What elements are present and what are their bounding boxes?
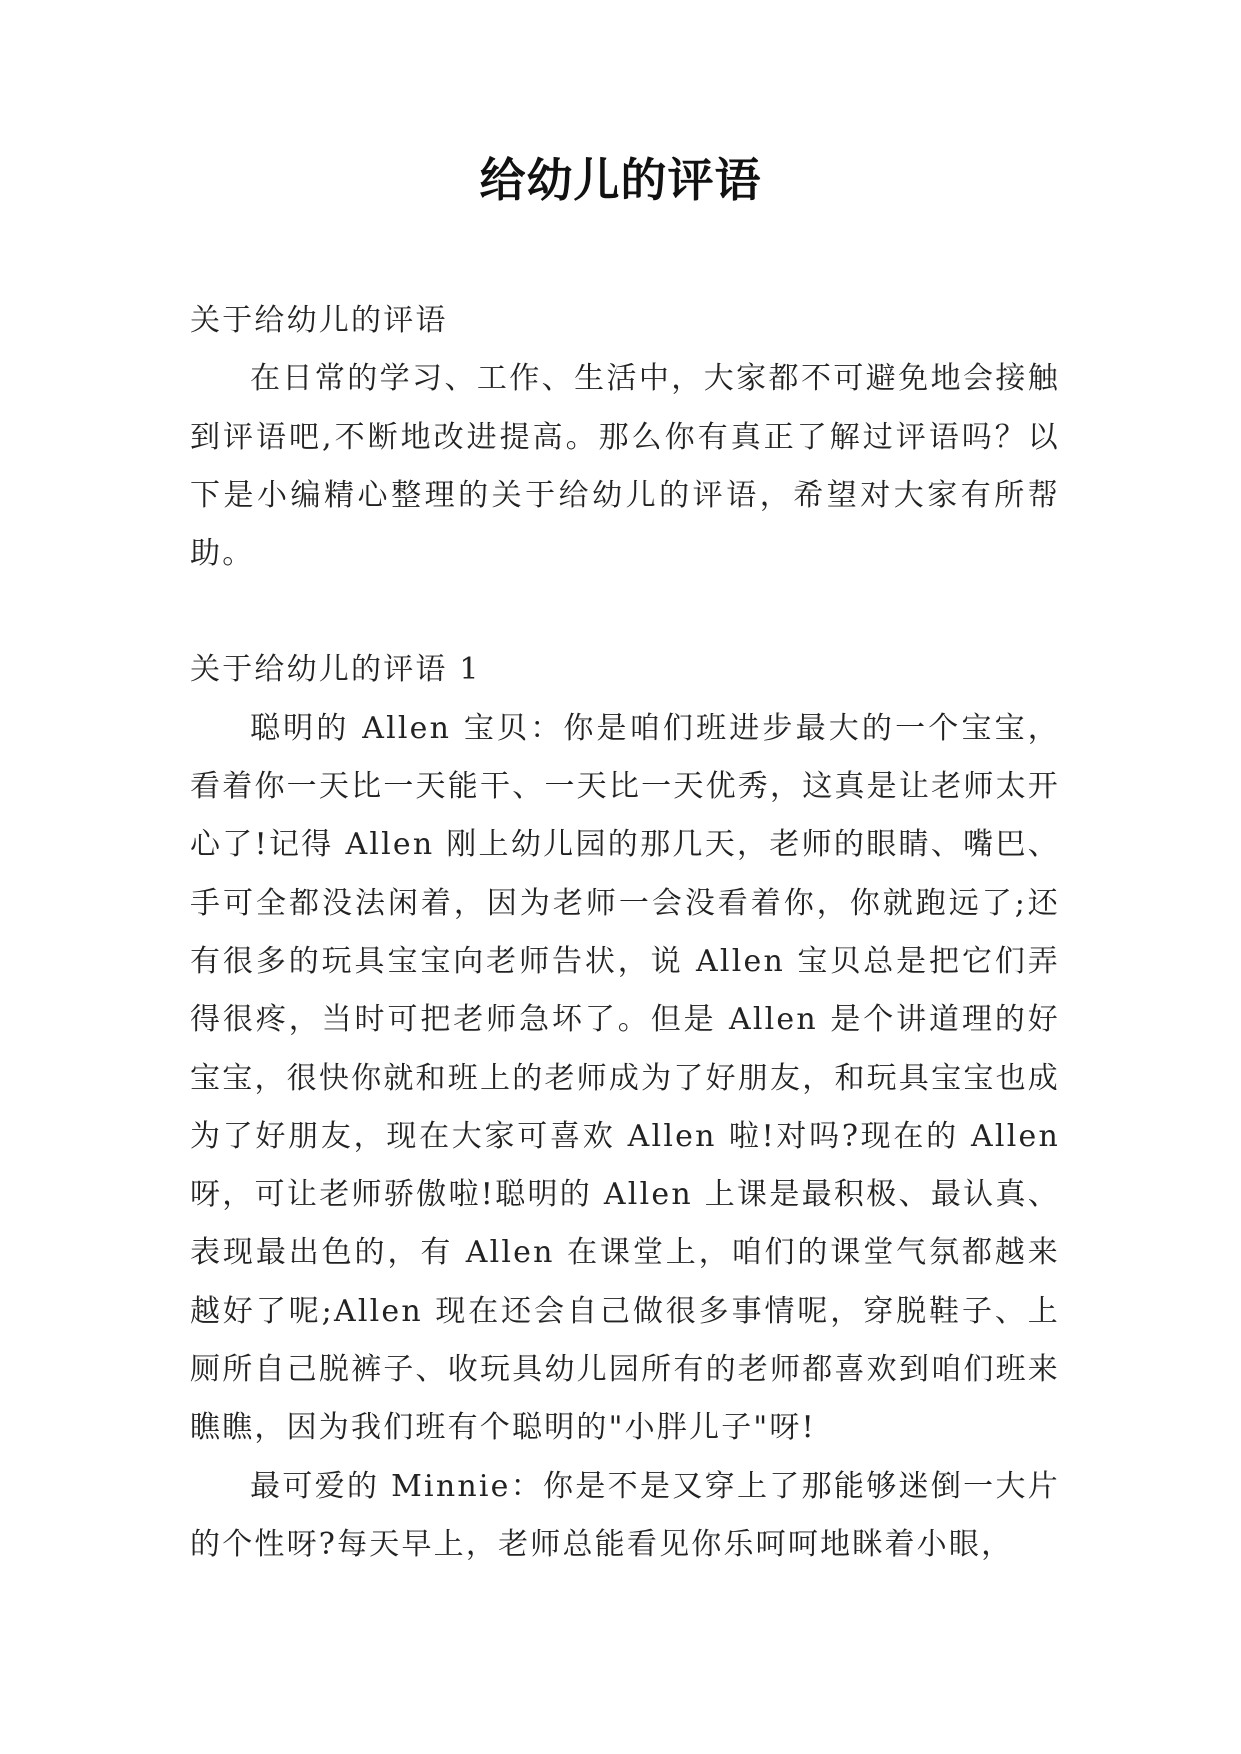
section-spacer: [190, 583, 1060, 641]
intro-heading: 关于给幼儿的评语: [190, 303, 448, 338]
section1-paragraph-allen: 聪明的 Allen 宝贝：你是咱们班进步最大的一个宝宝，看着你一天比一天能干、一天比一天优秀，这真是让老师太开心了!记得 Allen 刚上幼儿园的那几天，老师的眼睛、嘴巴、手可全都没法闲着，因为老师一会没看着你，你就跑远了;还有很多的玩具宝宝向老师告状，说 Allen 宝贝总是把它们弄得很疼，当时可把老师急坏了。但是 Allen 是个讲道理的好宝宝，很快你就和班上的老师成为了好朋友，和玩具宝宝也成为了好朋友，现在大家可喜欢 Allen 啦!对吗?现在的 Allen 呀，可让老师骄傲啦!聪明的 Allen 上课是最积极、最认真、表现最出色的，有 Allen 在课堂上，咱们的课堂气氛都越来越好了呢;Allen 现在还会自己做很多事情呢，穿脱鞋子、上厕所自己脱裤子、收玩具幼儿园所有的老师都喜欢到咱们班来瞧瞧，因为我们班有个聪明的"小胖儿子"呀!: [190, 710, 1060, 1446]
document-title: 给幼儿的评语: [479, 153, 762, 207]
section1-heading: 关于给幼儿的评语 1: [190, 652, 481, 688]
document-body: [190, 292, 1060, 1574]
intro-paragraph: 在日常的学习、工作、生活中，大家都不可避免地会接触到评语吧,不断地改进提高。那么你有真正了解过评语吗？以下是小编精心整理的关于给幼儿的评语，希望对大家有所帮助。: [190, 361, 1060, 572]
section1-paragraph-minnie: 最可爱的 Minnie：你是不是又穿上了那能够迷倒一大片的个性呀?每天早上，老师总能看见你乐呵呵地眯着小眼，: [190, 1468, 1060, 1562]
